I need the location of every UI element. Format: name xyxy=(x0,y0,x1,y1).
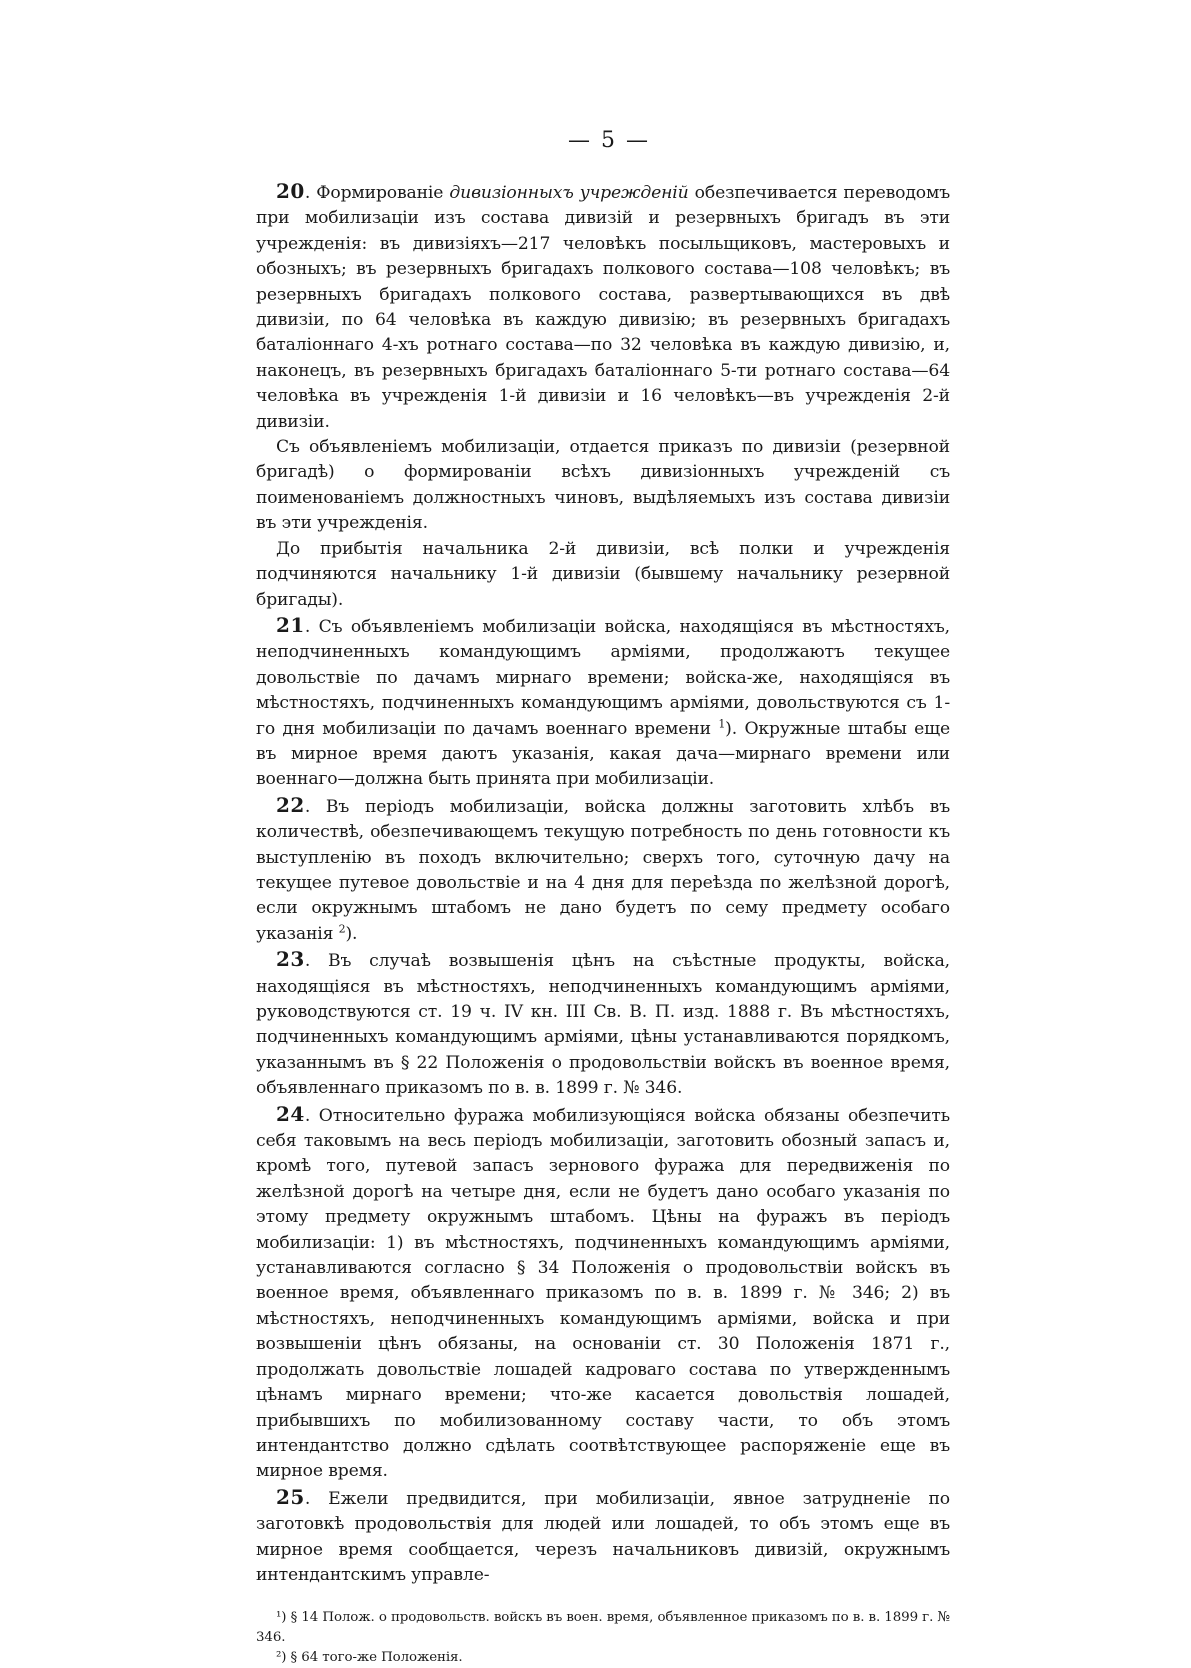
section-text: ). xyxy=(345,923,358,944)
section-20-paragraph-2: Съ объявленіемъ мобилизаціи, отдается приказъ по дивизіи (резервной бригадѣ) о формированіи всѣхъ дивизіонныхъ учрежденій съ поименованіемъ должностныхъ чиновъ, выдѣляемыхъ изъ состава дивизіи въ эти учрежденія. xyxy=(256,437,950,534)
section-20 xyxy=(256,179,950,435)
section-text: . Формированіе xyxy=(304,183,450,203)
section-text: . Ежели предвидится, при мобилизаціи, явное затрудненіе по заготовкѣ продовольствія для людей или лошадей, то объ этомъ еще въ мирное время сообщается, черезъ начальниковъ дивизій, окружнымъ интендантскимъ управле- xyxy=(256,1488,950,1585)
footnotes xyxy=(256,1608,950,1668)
section-number: 21 xyxy=(276,612,305,637)
footnote-ref[interactable]: 2 xyxy=(338,922,346,936)
section-text: ). Окружные штабы еще въ мирное время даютъ указанія, какая дача—мирнаго времени или военнаго—должна быть принята при мобилизаціи. xyxy=(256,718,951,790)
section-number: 24 xyxy=(276,1101,305,1126)
section-22 xyxy=(256,793,950,947)
footnote-2: ²) § 64 того-же Положенія. xyxy=(276,1650,463,1666)
footnote-ref[interactable]: 1 xyxy=(718,716,726,730)
page-number: — 5 — xyxy=(568,128,650,153)
section-text: . Относительно фуража мобилизующіяся войска обязаны обезпечить себя таковымъ на весь періодъ мобилизаціи, заготовить обозный запасъ и, кромѣ того, путевой запасъ зернового фуража для передвиженія по желѣзной дорогѣ на четыре дня, если не будетъ дано особаго указанія по этому предмету окружнымъ штабомъ. Цѣны на фуражъ въ періодъ мобилизаціи: 1) въ мѣстностяхъ, подчиненныхъ командующимъ арміями, устанавливаются согласно § 34 Положенія о продовольствіи войскъ въ военное время, объявленнаго приказомъ по в. в. 1899 г. № 346; 2) въ мѣстностяхъ, неподчиненныхъ командующимъ арміями, войска и при возвышеніи цѣнъ обязаны, на основаніи ст. 30 Положенія 1871 г., продолжать довольствіе лошадей кадроваго состава по утвержденнымъ цѣнамъ мирнаго времени; что-же касается довольствія лошадей, прибывшихъ по мобилизованному составу части, то объ этомъ интендантство должно сдѣлать соотвѣтствующее распоряженіе еще въ мирное время. xyxy=(256,1105,950,1482)
section-number: 23 xyxy=(276,947,305,972)
section-25 xyxy=(256,1485,950,1589)
section-text: . Въ періодъ мобилизаціи, войска должны заготовить хлѣбъ въ количествѣ, обезпечивающемъ текущую потребность по день готовности къ выступленію въ походъ включительно; сверхъ того, суточную дачу на текущее путевое довольствіе и на 4 дня для переѣзда по желѣзной дорогѣ, если окружнымъ штабомъ не дано будетъ по сему предмету особаго указанія xyxy=(256,796,950,944)
footnote-1: ¹) § 14 Полож. о продовольств. войскъ въ воен. время, объявленное приказомъ по в. в. 1899 г. № 346. xyxy=(256,1610,950,1646)
section-text: . Съ объявленіемъ мобилизаціи войска, находящіяся въ мѣстностяхъ, неподчиненныхъ командующимъ арміями, продолжаютъ текущее довольствіе по дачамъ мирнаго времени; войска-же, находящіяся въ мѣстностяхъ, подчиненныхъ командующимъ арміями, довольствуются съ 1-го дня мобилизаціи по дачамъ военнаго времени xyxy=(256,616,950,739)
section-number: 22 xyxy=(276,792,305,817)
section-text: . Въ случаѣ возвышенія цѣнъ на съѣстные продукты, войска, находящіяся въ мѣстностяхъ, неподчиненныхъ командующимъ арміями, руководствуются ст. 19 ч. IV кн. III Св. В. П. изд. 1888 г. Въ мѣстностяхъ, подчиненныхъ командующимъ арміями, цѣны устанавливаются порядкомъ, указаннымъ въ § 22 Положенія о продовольствіи войскъ въ военное время, объявленнаго приказомъ по в. в. 1899 г. № 346. xyxy=(256,951,950,1099)
document-page xyxy=(256,128,950,1668)
section-20-paragraph-3: До прибытія начальника 2-й дивизіи, всѣ полки и учрежденія подчиняются начальнику 1-й дивизіи (бывшему начальнику резервной бригады). xyxy=(256,538,950,610)
section-number: 20 xyxy=(276,179,305,203)
section-text: обезпечивается переводомъ при мобилизаціи изъ состава дивизій и резервныхъ бригадъ въ эти учрежденія: въ дивизіяхъ—217 человѣкъ посыльщиковъ, мастеровыхъ и обозныхъ; въ резервныхъ бригадахъ полкового состава—108 человѣкъ; въ резервныхъ бригадахъ полкового состава, развертывающихся въ двѣ дивизіи, по 64 человѣка въ каждую дивизію; въ резервныхъ бригадахъ баталіоннаго 4-хъ ротнаго состава—по 32 человѣка въ каждую дивизію, и, наконецъ, въ резервныхъ бригадахъ баталіоннаго 5-ти ротнаго состава—64 человѣка въ учрежденія 1-й дивизіи и 16 человѣкъ—въ учрежденія 2-й дивизіи. xyxy=(256,183,950,432)
section-number: 25 xyxy=(276,1484,305,1509)
section-21 xyxy=(256,613,950,793)
section-24 xyxy=(256,1102,950,1485)
section-23 xyxy=(256,947,950,1101)
italic-term: дивизіонныхъ учрежденій xyxy=(449,183,689,203)
